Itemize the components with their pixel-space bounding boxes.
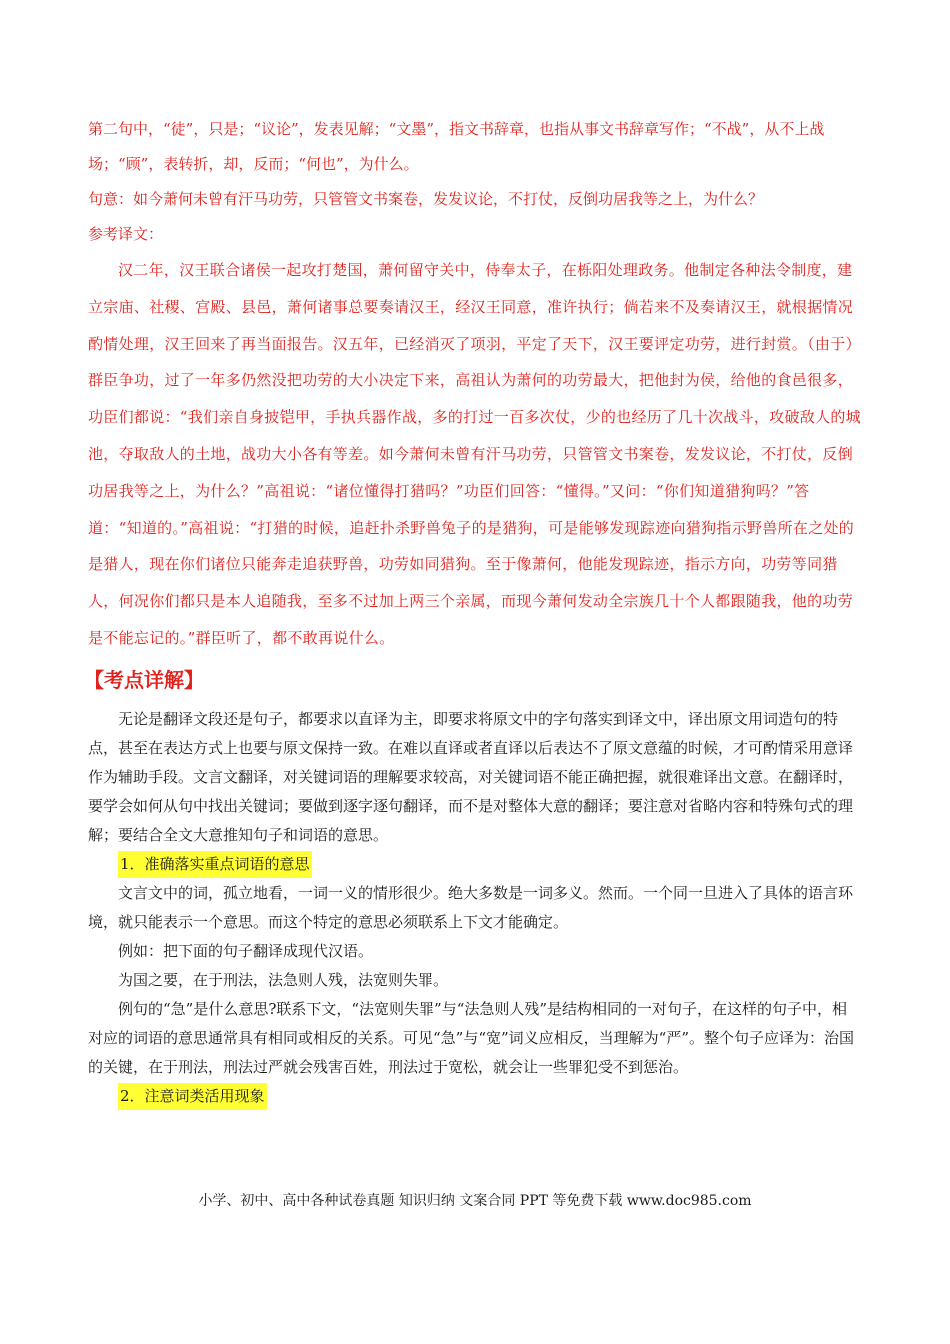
page-footer: 小学、初中、高中各种试卷真题 知识归纳 文案合同 PPT 等免费下载 www.doc985.com [198,1193,752,1209]
reference-translation: 汉二年，汉王联合诸侯一起攻打楚国，萧何留守关中，侍奉太子，在栎阳处理政务。他制定各种法令制度，建立宗庙、社稷、宫殿、县邑，萧何诸事总要奏请汉王，经汉王同意，准许执行；倘若来不及奏请汉王，就根据情况酌情处理，汉王回来了再当面报告。汉五年，已经消灭了项羽，平定了天下，汉王要评定功劳，进行封赏。（由于）群臣争功，过了一年多仍然没把功劳的大小决定下来，高祖认为萧何的功劳最大，把他封为侯，给他的食邑很多，功臣们都说：“我们亲自身披铠甲，手执兵器作战，多的打过一百多次仗，少的也经历了几十次战斗，攻破敌人的城池，夺取敌人的土地，战功大小各有等差。如今萧何未曾有汗马功劳，只管管文书案卷，发发议论，不打仗，反倒功居我等之上，为什么？”高祖说：“诸位懂得打猎吗？”功臣们回答：“懂得。”又问：“你们知道猎狗吗？”答道：“知道的。”高祖说：“打猎的时候，追赶扑杀野兽兔子的是猎狗，可是能够发现踪迹向猎狗指示野兽所在之处的是猎人，现在你们诸位只能奔走追获野兽，功劳如同猎狗。至于像萧何，他能发现踪迹，指示方向，功劳等同猎人，何况你们都只是本人追随我，至多不过加上两三个亲属，而现今萧何发动全宗族几十个人都跟随我，他的功劳是不能忘记的。”群臣听了，都不敢再说什么。 [88,261,861,647]
section-paragraph-2: 文言文中的词，孤立地看，一词一义的情形很少。绝大多数是一词多义。然而。一个同一旦进入了具体的语言环境，就只能表示一个意思。而这个特定的意思必须联系上下文才能确定。 [88,883,854,931]
intro-explanation: 第二句中，“徒”，只是；“议论”，发表见解；“文墨”，指文书辞章，也指从事文书辞章写作；“不战”，从不上战场；“顾”，表转折，却，反而；“何也”，为什么。 [88,120,825,173]
highlighted-heading-2: 2．注意词类活用现象 [118,1083,267,1110]
intro-reference-label: 参考译文： [88,225,164,243]
section-paragraph-5: 例句的“急”是什么意思?联系下文，“法宽则失罪”与“法急则人残”是结构相同的一对句子，在这样的句子中，相对应的词语的意思通常具有相同或相反的关系。可见“急”与“宽”词义应相反，当理解为“严”。整个句子应译为：治国的关键，在于刑法，刑法过严就会残害百姓，刑法过于宽松，就会让一些罪犯受不到惩治。 [88,999,855,1076]
section-paragraph-4: 为国之要，在于刑法，法急则人残，法宽则失罪。 [118,970,449,989]
document-page [84,112,862,1111]
section-title: 【考点详解】 [84,667,204,692]
intro-sentence-meaning: 句意：如今萧何未曾有汗马功劳，只管管文书案卷，发发议论，不打仗，反倒功居我等之上，为什么？ [88,190,764,208]
section-paragraph-1: 无论是翻译文段还是句子，都要求以直译为主，即要求将原文中的字句落实到译文中，译出原文用词造句的特点，甚至在表达方式上也要与原文保持一致。在难以直译或者直译以后表达不了原文意蕴的时候，才可酌情采用意译作为辅助手段。文言文翻译，对关键词语的理解要求较高，对关键词语不能正确把握，就很难译出文意。在翻译时，要学会如何从句中找出关键词；要做到逐字逐句翻译，而不是对整体大意的翻译；要注意对省略内容和特殊句式的理解；要结合全文大意推知句子和词语的意思。 [88,709,854,844]
highlighted-heading-1: 1．准确落实重点词语的意思 [118,851,312,878]
section-paragraph-3: 例如：把下面的句子翻译成现代汉语。 [118,941,374,960]
